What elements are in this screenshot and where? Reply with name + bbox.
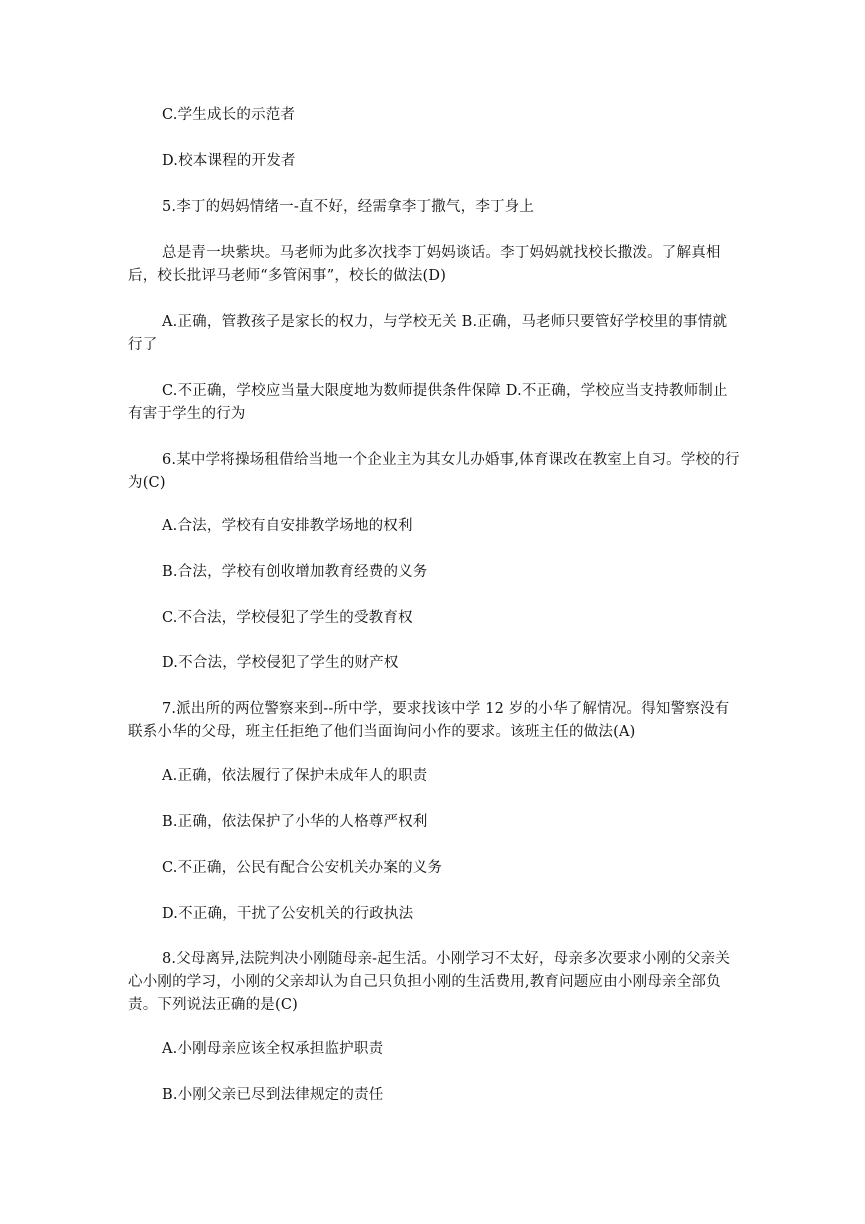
question-6-stem: 6.某中学将操场租借给当地一个企业主为其女儿办婚事,体育课改在教室上自习。学校的行为(C) bbox=[128, 452, 740, 491]
option-7d: D.不正确，干扰了公安机关的行政执法 bbox=[162, 906, 414, 922]
question-5-options-cd: C.不正确，学校应当量大限度地为数师提供条件保障 D.不正确，学校应当支持教师制止有害于学生的行为 bbox=[128, 383, 728, 422]
option-6b: B.合法，学校有创收增加教育经费的义务 bbox=[162, 564, 428, 580]
question-5-options-ab: A.正确，管教孩子是家长的权力，与学校无关 B.正确，马老师只要管好学校里的事情就行了 bbox=[128, 314, 728, 353]
option-7c: C.不正确，公民有配合公安机关办案的义务 bbox=[162, 860, 443, 876]
option-6a: A.合法，学校有自安排教学场地的权利 bbox=[162, 518, 413, 534]
option-6d: D.不合法，学校侵犯了学生的财产权 bbox=[162, 655, 399, 671]
question-5-stem-cont: 总是青一块紫块。马老师为此多次找李丁妈妈谈话。李丁妈妈就找校长撒泼。了解真相后，校长批评马老师“多管闲事”，校长的做法(D) bbox=[128, 245, 721, 284]
option-6c: C.不合法，学校侵犯了学生的受教育权 bbox=[162, 610, 413, 626]
option-8b: B.小刚父亲已尽到法律规定的责任 bbox=[162, 1087, 384, 1103]
question-7-stem: 7.派出所的两位警察来到--所中学，要求找该中学 12 岁的小华了解情况。得知警察没有联系小华的父母，班主任拒绝了他们当面询问小作的要求。该班主任的做法(A) bbox=[128, 701, 730, 740]
option-8a: A.小刚母亲应该全权承担监护职责 bbox=[162, 1041, 384, 1057]
option-4c: C.学生成长的示范者 bbox=[162, 107, 296, 123]
question-5-stem-line1: 5.李丁的妈妈情绪一-直不好，经需拿李丁撒气，李丁身上 bbox=[162, 199, 535, 215]
option-7a: A.正确，依法履行了保护未成年人的职责 bbox=[162, 768, 428, 784]
question-8-stem: 8.父母离异,法院判决小刚随母亲-起生活。小刚学习不太好，母亲多次要求小刚的父亲关心小刚的学习，小刚的父亲却认为自己只负担小刚的生活费用,教育问题应由小刚母亲全部负责。下列说法正确的是(C) bbox=[128, 951, 731, 1013]
option-4d: D.校本课程的开发者 bbox=[162, 153, 296, 169]
option-7b: B.正确，依法保护了小华的人格尊严权利 bbox=[162, 814, 428, 830]
